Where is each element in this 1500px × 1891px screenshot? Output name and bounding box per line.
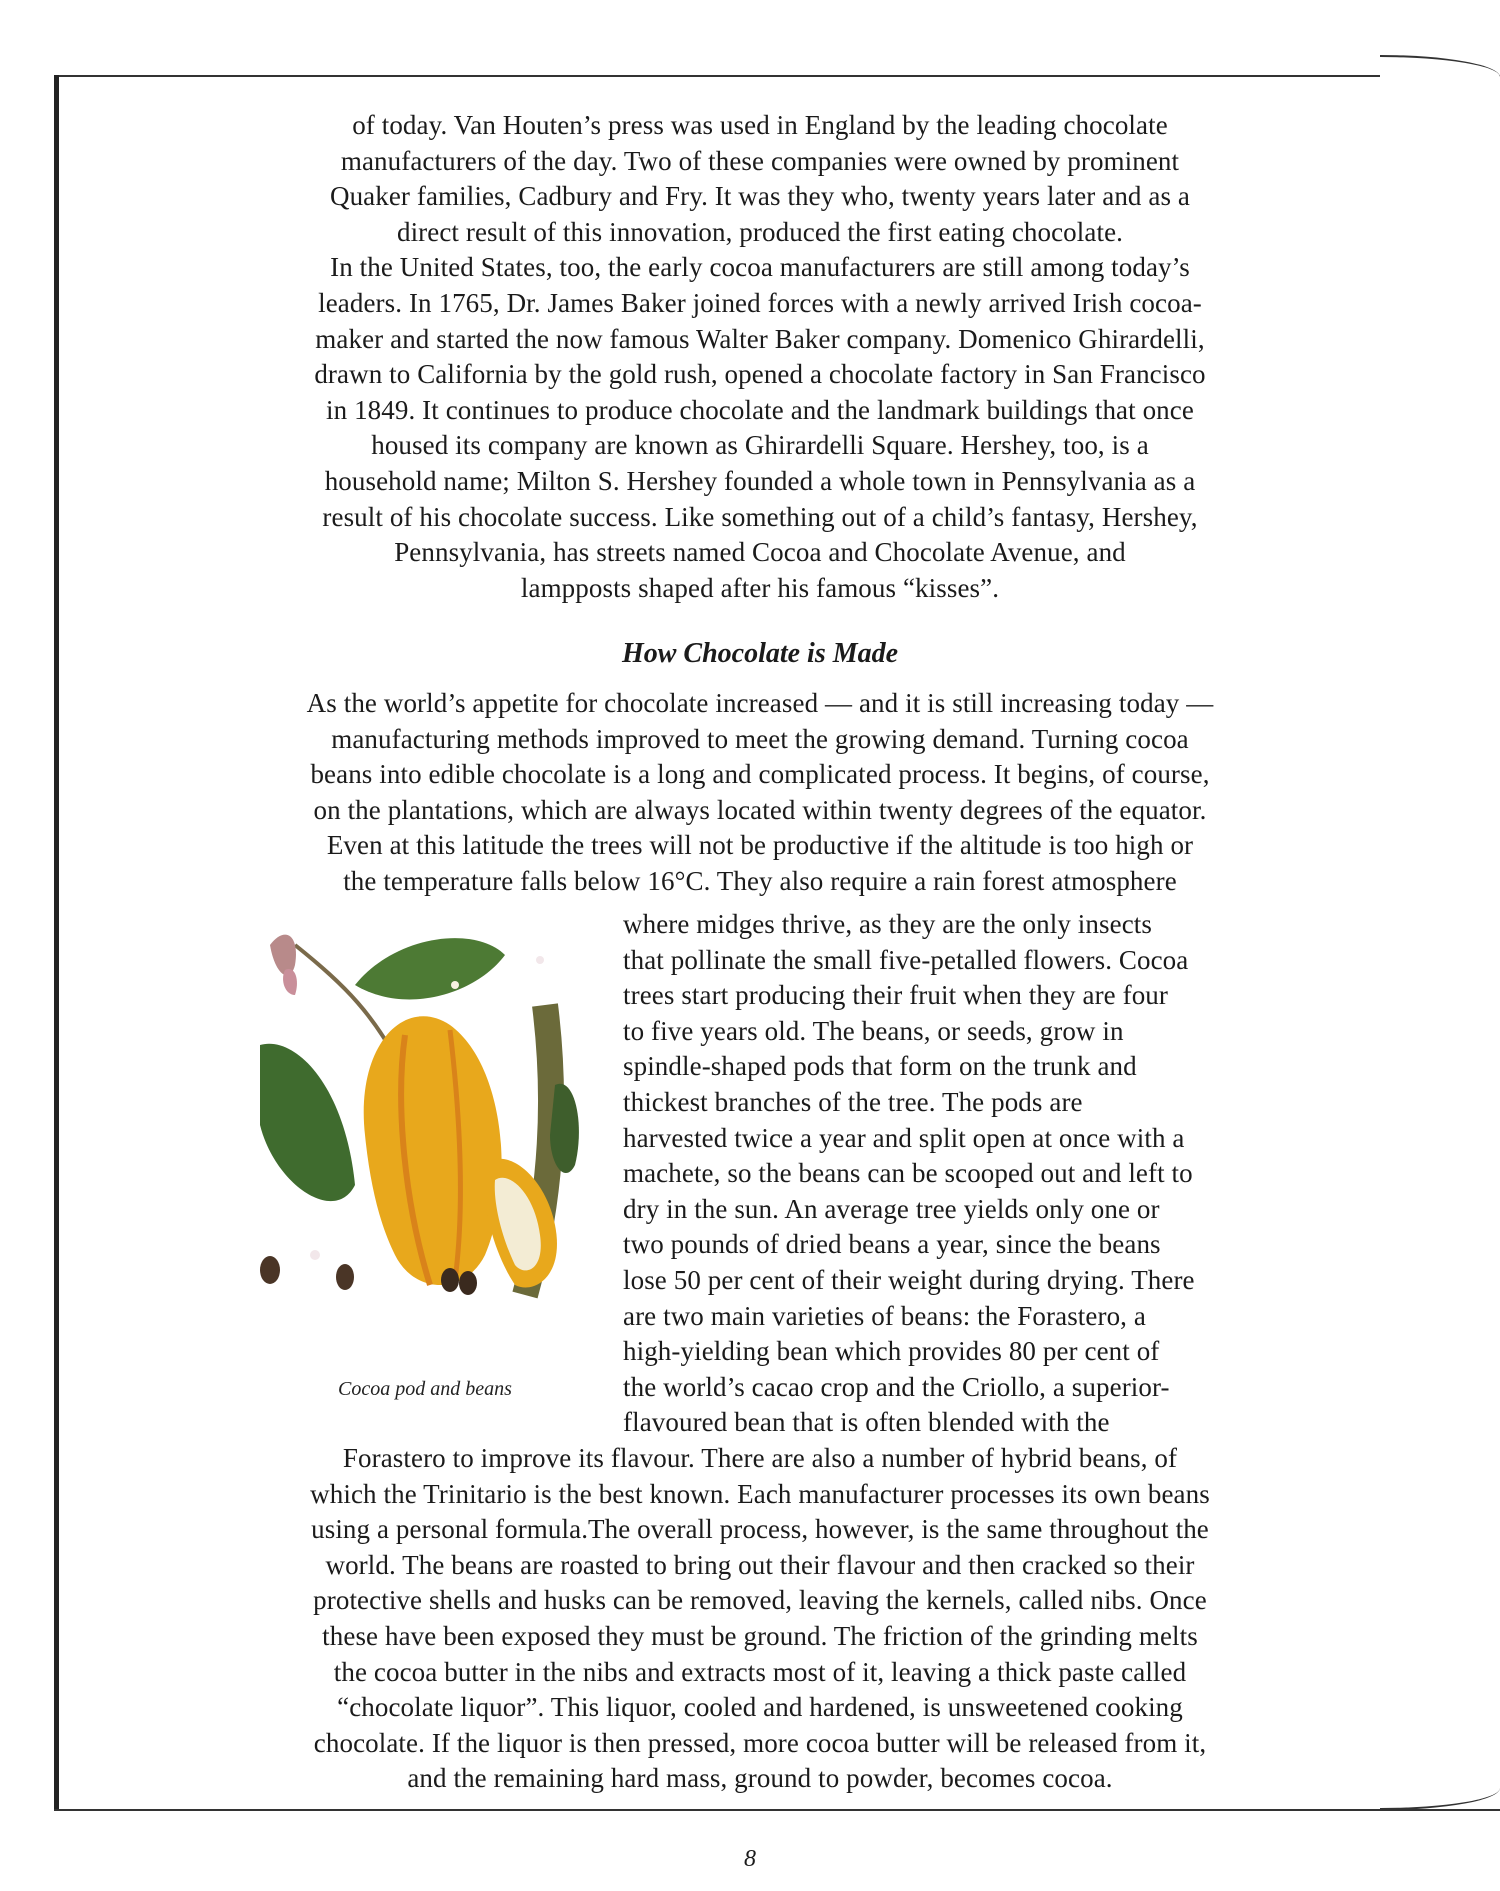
- text-line: As the world’s appetite for chocolate increased — and it is still increasing today —: [306, 688, 1214, 718]
- section-heading: How Chocolate is Made: [621, 638, 899, 669]
- section-paragraph-top: [230, 686, 1290, 900]
- text-line: these have been exposed they must be ground. The friction of the grinding melts: [322, 1620, 1198, 1651]
- intro-paragraph: [230, 108, 1290, 606]
- leaf-left: [260, 1044, 355, 1201]
- text-line: and the remaining hard mass, ground to powder, becomes cocoa.: [407, 1763, 1113, 1794]
- text-line: dry in the sun. An average tree yields only one or: [623, 1193, 1160, 1224]
- bean-1: [260, 1256, 280, 1284]
- text-line: leaders. In 1765, Dr. James Baker joined forces with a newly arrived Irish cocoa-: [318, 287, 1202, 318]
- text-line: high-yielding bean which provides 80 per cent of: [623, 1336, 1160, 1367]
- text-line: beans into edible chocolate is a long and complicated process. It begins, of course,: [310, 759, 1210, 790]
- text-line: are two main varieties of beans: the Forastero, a: [623, 1300, 1146, 1331]
- text-line: where midges thrive, as they are the only insects: [623, 909, 1152, 939]
- section-paragraph-bottom: [230, 1441, 1290, 1797]
- text-line: machete, so the beans can be scooped out and left to: [623, 1158, 1193, 1189]
- text-line: on the plantations, which are always located within twenty degrees of the equator.: [313, 794, 1207, 825]
- text-line: harvested twice a year and split open at once with a: [623, 1122, 1185, 1153]
- text-line: that pollinate the small five-petalled flowers. Cocoa: [623, 944, 1189, 975]
- text-line: direct result of this innovation, produced the first eating chocolate.: [396, 216, 1124, 247]
- text-line: thickest branches of the tree. The pods are: [623, 1086, 1083, 1117]
- text-line: lampposts shaped after his famous “kisses”.: [520, 572, 1000, 603]
- text-line: Forastero to improve its flavour. There are also a number of hybrid beans, of: [342, 1443, 1178, 1473]
- text-line: world. The beans are roasted to bring out their flavour and then cracked so their: [325, 1549, 1195, 1580]
- text-line: manufacturing methods improved to meet the growing demand. Turning cocoa: [331, 723, 1189, 754]
- text-line: using a personal formula.The overall process, however, is the same throughout the: [311, 1514, 1209, 1545]
- text-line: Even at this latitude the trees will not be productive if the altitude is too high or: [326, 830, 1194, 861]
- bean-4: [459, 1271, 477, 1295]
- text-line: the temperature falls below 16°C. They also require a rain forest atmosphere: [343, 865, 1177, 896]
- leaf-top: [355, 938, 505, 999]
- text-line: spindle-shaped pods that form on the trunk and: [623, 1051, 1137, 1082]
- text-line: chocolate. If the liquor is then pressed, more cocoa butter will be released from it,: [313, 1727, 1207, 1758]
- page-border-left: [54, 75, 59, 1809]
- figure-caption: Cocoa pod and beans: [338, 1378, 512, 1400]
- text-line: maker and started the now famous Walter Baker company. Domenico Ghirardelli,: [315, 323, 1205, 354]
- text-line: trees start producing their fruit when they are four: [623, 980, 1169, 1011]
- text-line: the world’s cacao crop and the Criollo, a superior-: [623, 1371, 1170, 1402]
- page-border-corner-top: [1380, 55, 1500, 97]
- text-line: In the United States, too, the early cocoa manufacturers are still among today’s: [330, 252, 1190, 283]
- text-line: the cocoa butter in the nibs and extracts most of it, leaving a thick paste called: [333, 1656, 1187, 1687]
- text-line: drawn to California by the gold rush, opened a chocolate factory in San Francisco: [314, 359, 1206, 390]
- text-line: manufacturers of the day. Two of these companies were owned by prominent: [340, 145, 1180, 176]
- text-line: housed its company are known as Ghirardelli Square. Hershey, too, is a: [371, 430, 1149, 461]
- cocoa-pod-drawing: [255, 925, 595, 1313]
- text-line: result of his chocolate success. Like something out of a child’s fantasy, Hershey,: [322, 501, 1198, 532]
- text-line: Quaker families, Cadbury and Fry. It was they who, twenty years later and as a: [329, 181, 1191, 212]
- section-paragraph-wrapped: [623, 907, 1281, 1441]
- bean-3: [441, 1268, 459, 1292]
- cocoa-illustration: [255, 925, 595, 1313]
- bean-2: [336, 1264, 354, 1290]
- text-line: protective shells and husks can be removed, leaving the kernels, called nibs. Once: [313, 1585, 1207, 1616]
- text-line: Pennsylvania, has streets named Cocoa and Chocolate Avenue, and: [394, 537, 1126, 568]
- text-line: in 1849. It continues to produce chocolate and the landmark buildings that once: [326, 394, 1194, 425]
- text-line: which the Trinitario is the best known. Each manufacturer processes its own beans: [310, 1478, 1210, 1509]
- text-line: of today. Van Houten’s press was used in England by the leading chocolate: [352, 110, 1168, 140]
- page-number: 8: [744, 1846, 756, 1872]
- text-line: two pounds of dried beans a year, since the beans: [623, 1229, 1161, 1260]
- text-line: lose 50 per cent of their weight during drying. There: [623, 1264, 1195, 1295]
- text-line: flavoured bean that is often blended with the: [623, 1407, 1110, 1438]
- pod-main: [364, 1016, 502, 1285]
- text-line: household name; Milton S. Hershey founded a whole town in Pennsylvania as a: [324, 465, 1196, 496]
- text-line: to five years old. The beans, or seeds, grow in: [623, 1015, 1124, 1046]
- text-line: “chocolate liquor”. This liquor, cooled and hardened, is unsweetened cooking: [337, 1692, 1183, 1723]
